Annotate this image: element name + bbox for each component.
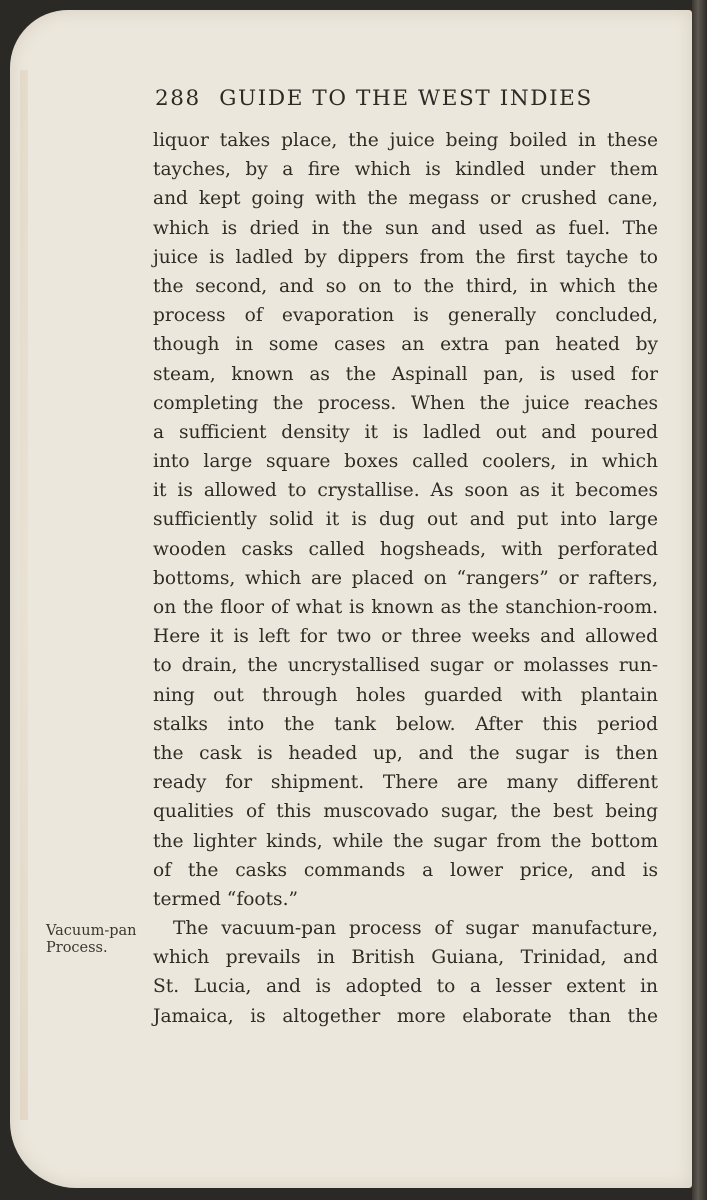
text-line: ning out through holes guarded with plantain [153, 684, 658, 706]
text-line: into large square boxes called coolers, in which [153, 451, 658, 473]
text-line: Here it is left for two or three weeks and allowed [153, 626, 658, 648]
text-line: ready for shipment. There are many different [153, 772, 658, 794]
text-line: and kept going with the megass or crushed cane, [153, 188, 658, 210]
text-line: of the casks commands a lower price, and is [153, 859, 658, 881]
text-line: bottoms, which are placed on “rangers” or rafters, [153, 567, 658, 589]
text-line: qualities of this muscovado sugar, the best being [153, 801, 658, 823]
text-line: termed “foots.” [153, 888, 299, 910]
text-line: The vacuum-pan process of sugar manufacture, [173, 918, 658, 940]
running-title: GUIDE TO THE WEST INDIES [219, 86, 593, 111]
text-line: the lighter kinds, while the sugar from the bottom [153, 830, 658, 852]
text-line: liquor takes place, the juice being boiled in these [153, 130, 658, 151]
text-line: tayches, by a fire which is kindled under them [153, 159, 658, 181]
text-line: Jamaica, is altogether more elaborate than the [153, 1005, 658, 1027]
text-line: which is dried in the sun and used as fuel. The [153, 217, 658, 239]
text-line: though in some cases an extra pan heated by [153, 334, 658, 356]
text-line: steam, known as the Aspinall pan, is used for [153, 363, 658, 385]
text-line: juice is ladled by dippers from the first tayche to [153, 246, 658, 268]
book-spine-edge [692, 0, 707, 1200]
text-line: process of evaporation is generally concluded, [153, 305, 658, 327]
page-number: 288 [155, 86, 201, 111]
text-line: the second, and so on to the third, in which the [153, 275, 658, 297]
body-text [153, 126, 658, 1031]
text-line: sufficiently solid it is dug out and put into large [153, 509, 658, 531]
text-line: it is allowed to crystallise. As soon as it becomes [153, 480, 658, 502]
text-line: stalks into the tank below. After this period [153, 713, 658, 735]
text-line: completing the process. When the juice reaches [153, 392, 658, 414]
sidenote-line: Process. [46, 940, 108, 956]
margin-sidenote [46, 923, 156, 957]
text-line: wooden casks called hogsheads, with perforated [153, 538, 658, 560]
text-line: the cask is headed up, and the sugar is then [153, 742, 658, 764]
running-head [155, 86, 625, 111]
text-line: to drain, the uncrystallised sugar or molasses run- [153, 655, 658, 677]
text-line: which prevails in British Guiana, Trinidad, and [153, 947, 658, 969]
text-line: on the floor of what is known as the stanchion-room. [153, 597, 658, 618]
text-line: a sufficient density it is ladled out and poured [153, 421, 658, 443]
sidenote-line: Vacuum-pan [46, 923, 137, 939]
text-line: St. Lucia, and is adopted to a lesser extent in [153, 976, 658, 998]
